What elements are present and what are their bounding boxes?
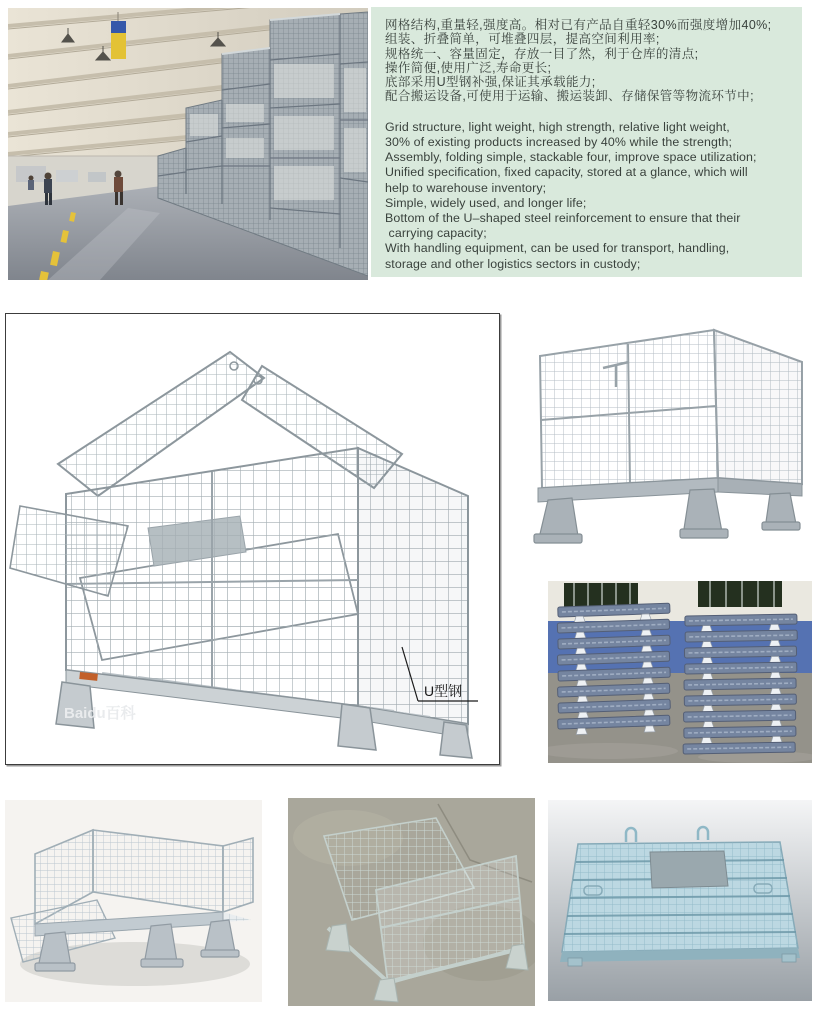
feature-line-zh: 规格统一、容量固定，存放一目了然，利于仓库的清点; <box>385 46 699 61</box>
feature-line-zh: 配合搬运设备,可使用于运输、搬运装卸、存储保管等物流环节中; <box>385 89 754 104</box>
watermark: Baidu百科 <box>64 705 136 722</box>
flattened-art <box>548 800 812 1001</box>
warehouse-photo-art <box>8 8 368 280</box>
features-zh <box>385 18 792 104</box>
right-panel <box>223 838 253 912</box>
stacked-folded-art <box>548 581 812 763</box>
product-photo-flattened <box>548 800 812 1001</box>
feature-line-en: storage and other logistics sectors in custody; <box>385 256 641 271</box>
feature-line-en: 30% of existing products increased by 40% while the strength; <box>385 134 733 149</box>
feature-line-en: Grid structure, light weight, high strength, relative light weight, <box>385 119 730 134</box>
single-cage-art <box>518 308 810 570</box>
feature-line-en: help to warehouse inventory; <box>385 180 547 195</box>
features-panel <box>371 7 802 277</box>
feature-line-en: With handling equipment, can be used for transport, handling, <box>385 241 730 256</box>
cage-diagram-art <box>6 314 499 764</box>
feature-line-en: carrying capacity; <box>385 226 487 241</box>
main-diagram <box>5 313 500 765</box>
half-folded-art <box>288 798 535 1006</box>
right-stack <box>681 614 799 754</box>
features-en <box>385 120 792 272</box>
warehouse-photo <box>8 8 368 280</box>
feature-line-en: Bottom of the U–shaped steel reinforcement to ensure that their <box>385 211 741 225</box>
front-folded-art <box>5 800 262 1002</box>
u-steel-label: U型钢 <box>424 683 463 699</box>
product-photo-single-cage <box>518 308 810 570</box>
product-photo-half-folded <box>288 798 535 1006</box>
metal-plate <box>650 851 728 888</box>
feature-line-en: Unified specification, fixed capacity, stored at a glance, which will <box>385 165 748 180</box>
product-photo-stacked-folded <box>548 581 812 763</box>
feature-line-en: Simple, widely used, and longer life; <box>385 195 587 210</box>
product-photo-front-folded <box>5 800 262 1002</box>
feature-line-en: Assembly, folding simple, stackable four, improve space utilization; <box>385 150 757 165</box>
feature-line-zh: 底部采用U型钢补强,保证其承载能力; <box>385 75 596 90</box>
feature-line-zh: 组装、折叠简单，可堆叠四层，提高空间利用率; <box>385 32 660 47</box>
feature-line-zh: 操作简便,使用广泛,寿命更长; <box>385 60 552 75</box>
feature-line-zh: 网格结构,重量轻,强度高。相对已有产品自重轻30%而强度增加40%; <box>385 18 772 32</box>
